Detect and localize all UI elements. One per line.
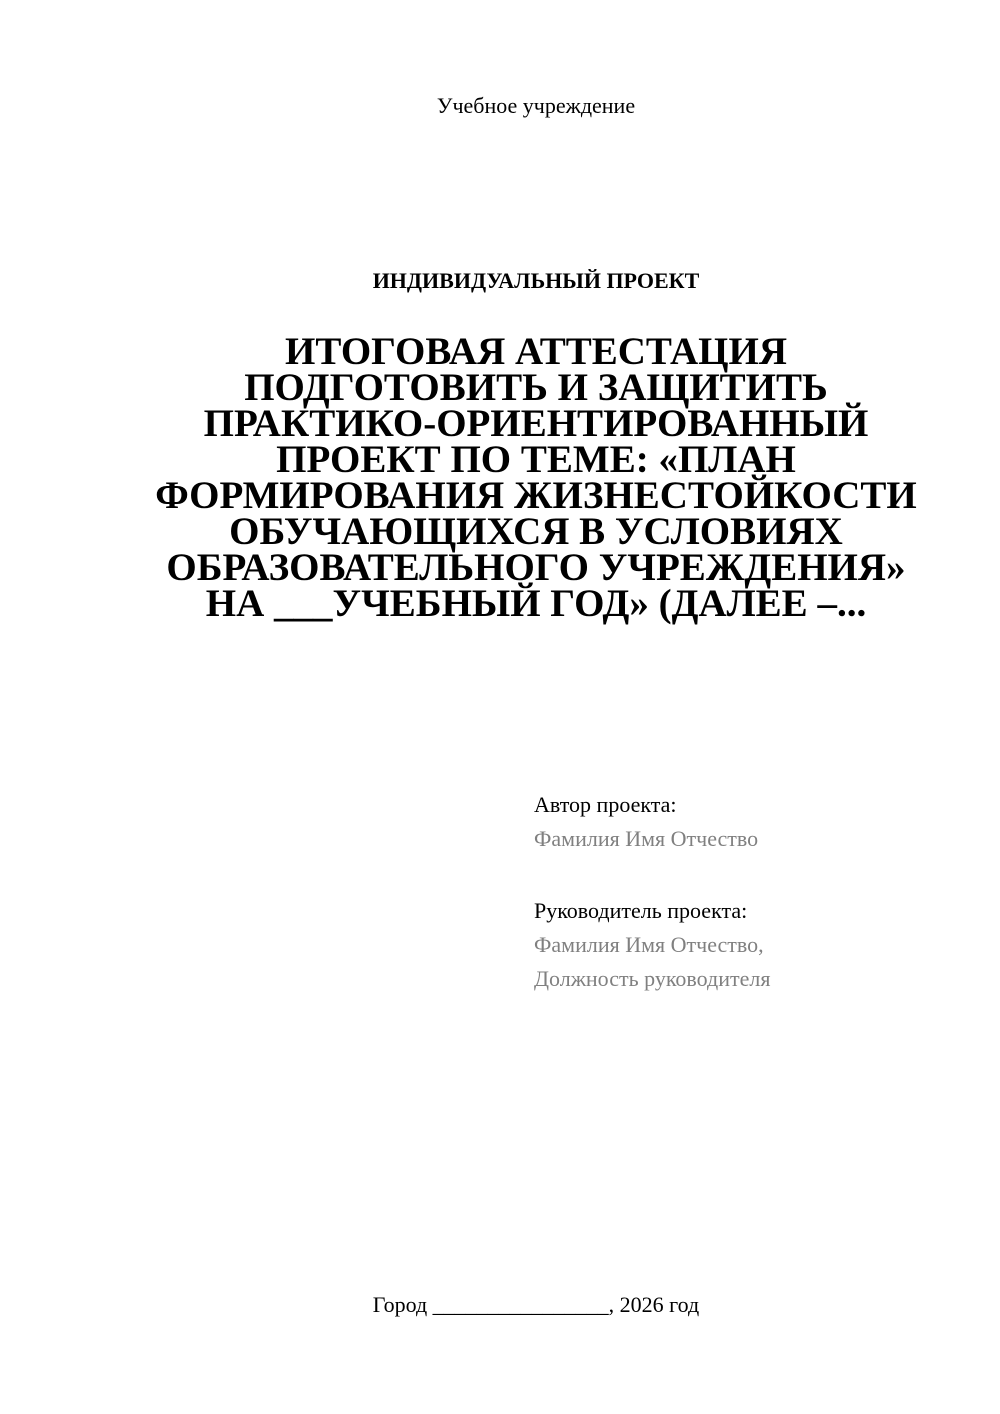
title-line: НА ___УЧЕБНЫЙ ГОД» (ДАЛЕЕ –... bbox=[205, 582, 867, 625]
project-title bbox=[120, 330, 952, 625]
author-name: Фамилия Имя Отчество bbox=[534, 826, 759, 851]
title-line: ПРАКТИКО-ОРИЕНТИРОВАННЫЙ bbox=[203, 402, 869, 445]
title-line: ОБРАЗОВАТЕЛЬНОГО УЧРЕЖДЕНИЯ» bbox=[166, 546, 906, 589]
document-type: ИНДИВИДУАЛЬНЫЙ ПРОЕКТ bbox=[372, 268, 700, 293]
title-line: ИТОГОВАЯ АТТЕСТАЦИЯ bbox=[285, 330, 787, 373]
title-line: ПРОЕКТ ПО ТЕМЕ: «ПЛАН bbox=[276, 438, 796, 481]
supervisor-position: Должность руководителя bbox=[534, 966, 771, 991]
supervisor-name: Фамилия Имя Отчество, bbox=[534, 932, 764, 957]
title-line: ПОДГОТОВИТЬ И ЗАЩИТИТЬ bbox=[244, 366, 828, 409]
city-year-line: Город ________________, 2026 год bbox=[372, 1292, 700, 1317]
supervisor-label: Руководитель проекта: bbox=[534, 898, 748, 923]
supervisor-block bbox=[534, 894, 770, 996]
title-line: ФОРМИРОВАНИЯ ЖИЗНЕСТОЙКОСТИ bbox=[155, 474, 917, 517]
institution-name: Учебное учреждение bbox=[436, 93, 636, 118]
author-label: Автор проекта: bbox=[534, 792, 677, 817]
title-line: ОБУЧАЮЩИХСЯ В УСЛОВИЯХ bbox=[229, 510, 843, 553]
author-block bbox=[534, 788, 758, 856]
